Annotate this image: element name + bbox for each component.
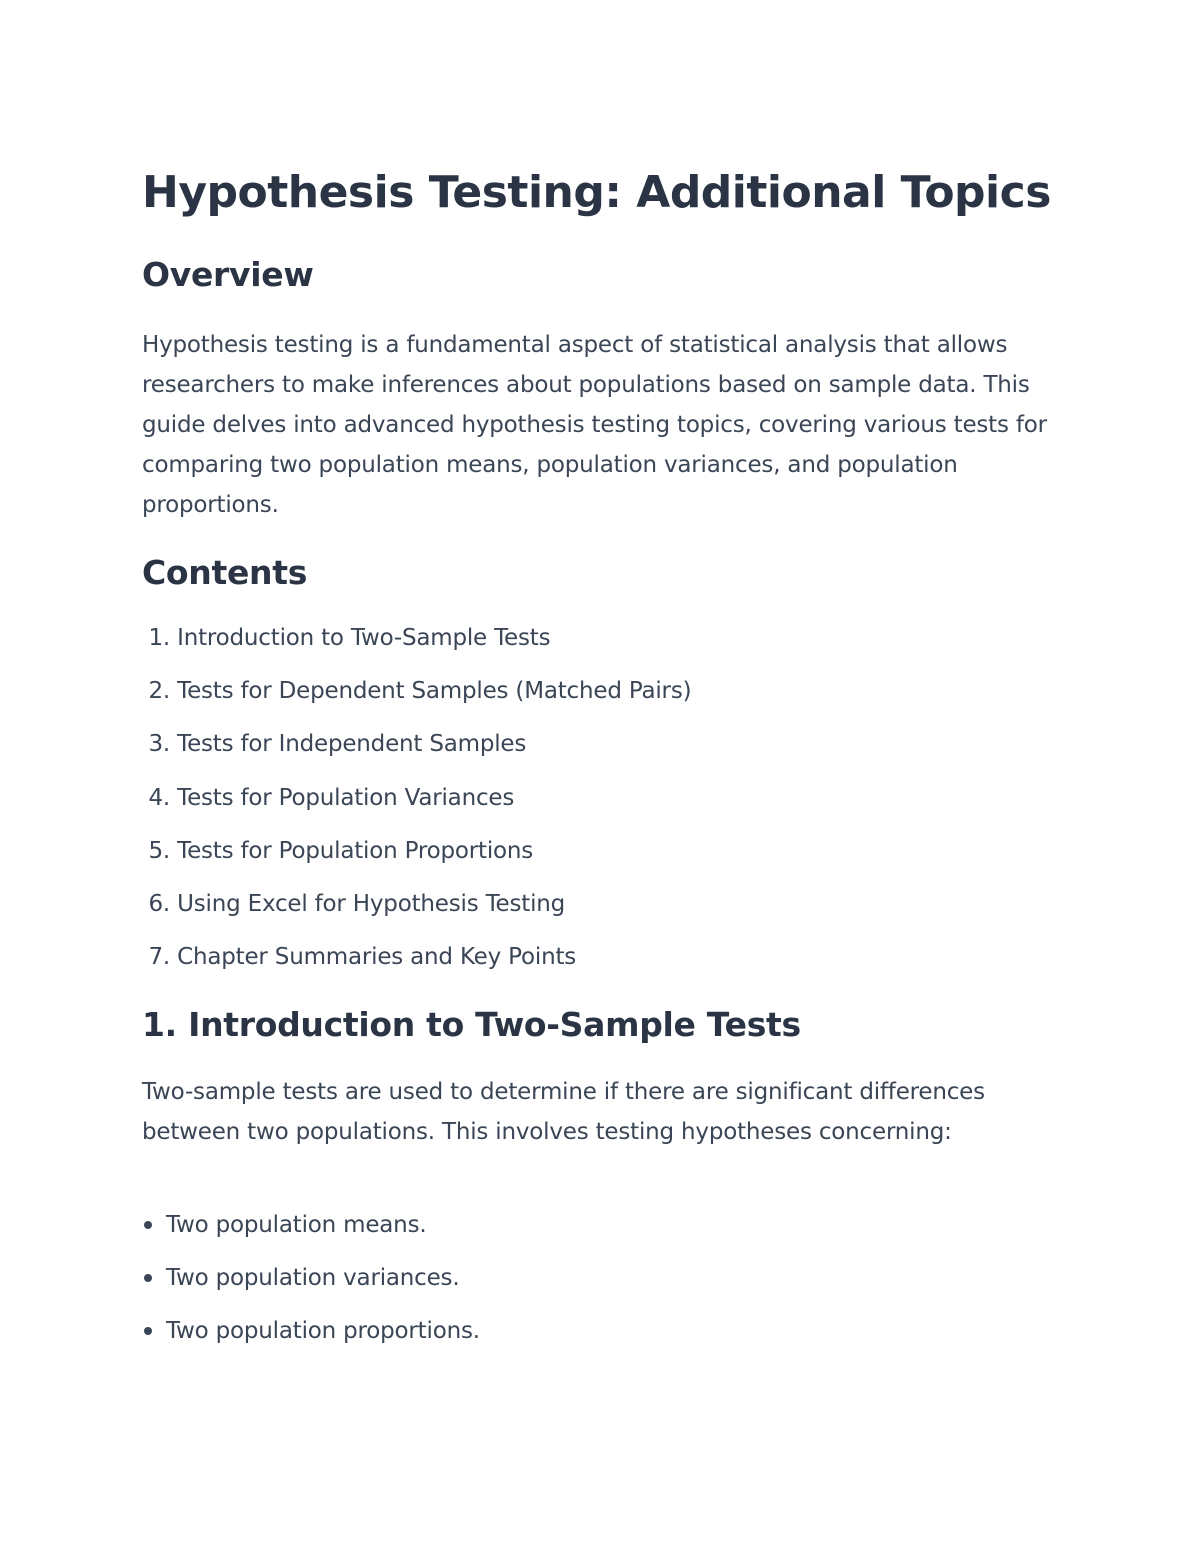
contents-item bbox=[142, 884, 691, 937]
contents-item-label: Tests for Population Variances bbox=[177, 784, 515, 811]
contents-item bbox=[142, 937, 691, 990]
bullet-dot-icon bbox=[144, 1327, 152, 1335]
contents-item-label: Tests for Independent Samples bbox=[177, 731, 527, 758]
section-1-paragraph: Two-sample tests are used to determine if there are significant differences between two populations. This involves testing hypotheses concerning: bbox=[142, 1079, 985, 1145]
bullet-item bbox=[142, 1258, 480, 1311]
contents-item-label: Tests for Dependent Samples (Matched Pairs) bbox=[177, 678, 692, 705]
bullet-item-text: Two population proportions. bbox=[166, 1318, 480, 1345]
contents-item-label: Using Excel for Hypothesis Testing bbox=[177, 890, 566, 917]
bullet-item bbox=[142, 1311, 480, 1364]
section-1-bullet-list bbox=[142, 1205, 480, 1365]
contents-item-number: 1. bbox=[148, 625, 170, 651]
contents-item-label: Tests for Population Proportions bbox=[177, 837, 534, 864]
contents-item bbox=[142, 724, 691, 777]
contents-item-number: 2. bbox=[148, 678, 170, 705]
contents-item-number: 7. bbox=[148, 944, 170, 971]
bullet-item bbox=[142, 1205, 480, 1258]
bullet-item-text: Two population means. bbox=[166, 1212, 427, 1238]
contents-heading: Contents bbox=[142, 553, 308, 592]
contents-item-label: Introduction to Two-Sample Tests bbox=[177, 625, 551, 651]
document-title: Hypothesis Testing: Additional Topics bbox=[142, 167, 1051, 218]
section-1-heading: 1. Introduction to Two-Sample Tests bbox=[142, 1005, 801, 1044]
contents-item bbox=[142, 671, 691, 724]
contents-item-number: 5. bbox=[148, 837, 170, 864]
contents-item-number: 6. bbox=[148, 890, 170, 917]
contents-item bbox=[142, 778, 691, 831]
bullet-dot-icon bbox=[144, 1221, 152, 1229]
contents-item bbox=[142, 618, 691, 671]
bullet-item-text: Two population variances. bbox=[166, 1265, 460, 1292]
contents-list bbox=[142, 618, 691, 990]
contents-item-number: 4. bbox=[148, 784, 170, 811]
overview-paragraph: Hypothesis testing is a fundamental aspect of statistical analysis that allows researchers to make inferences about populations based on sample data. This guide delves into advanced hypothesis testing topics, covering various tests for comparing two population means, population variances, and population proportions. bbox=[142, 332, 1047, 518]
contents-item-number: 3. bbox=[148, 731, 170, 758]
contents-item bbox=[142, 831, 691, 884]
contents-item-label: Chapter Summaries and Key Points bbox=[177, 944, 577, 971]
overview-heading: Overview bbox=[142, 255, 314, 294]
bullet-dot-icon bbox=[144, 1274, 152, 1282]
